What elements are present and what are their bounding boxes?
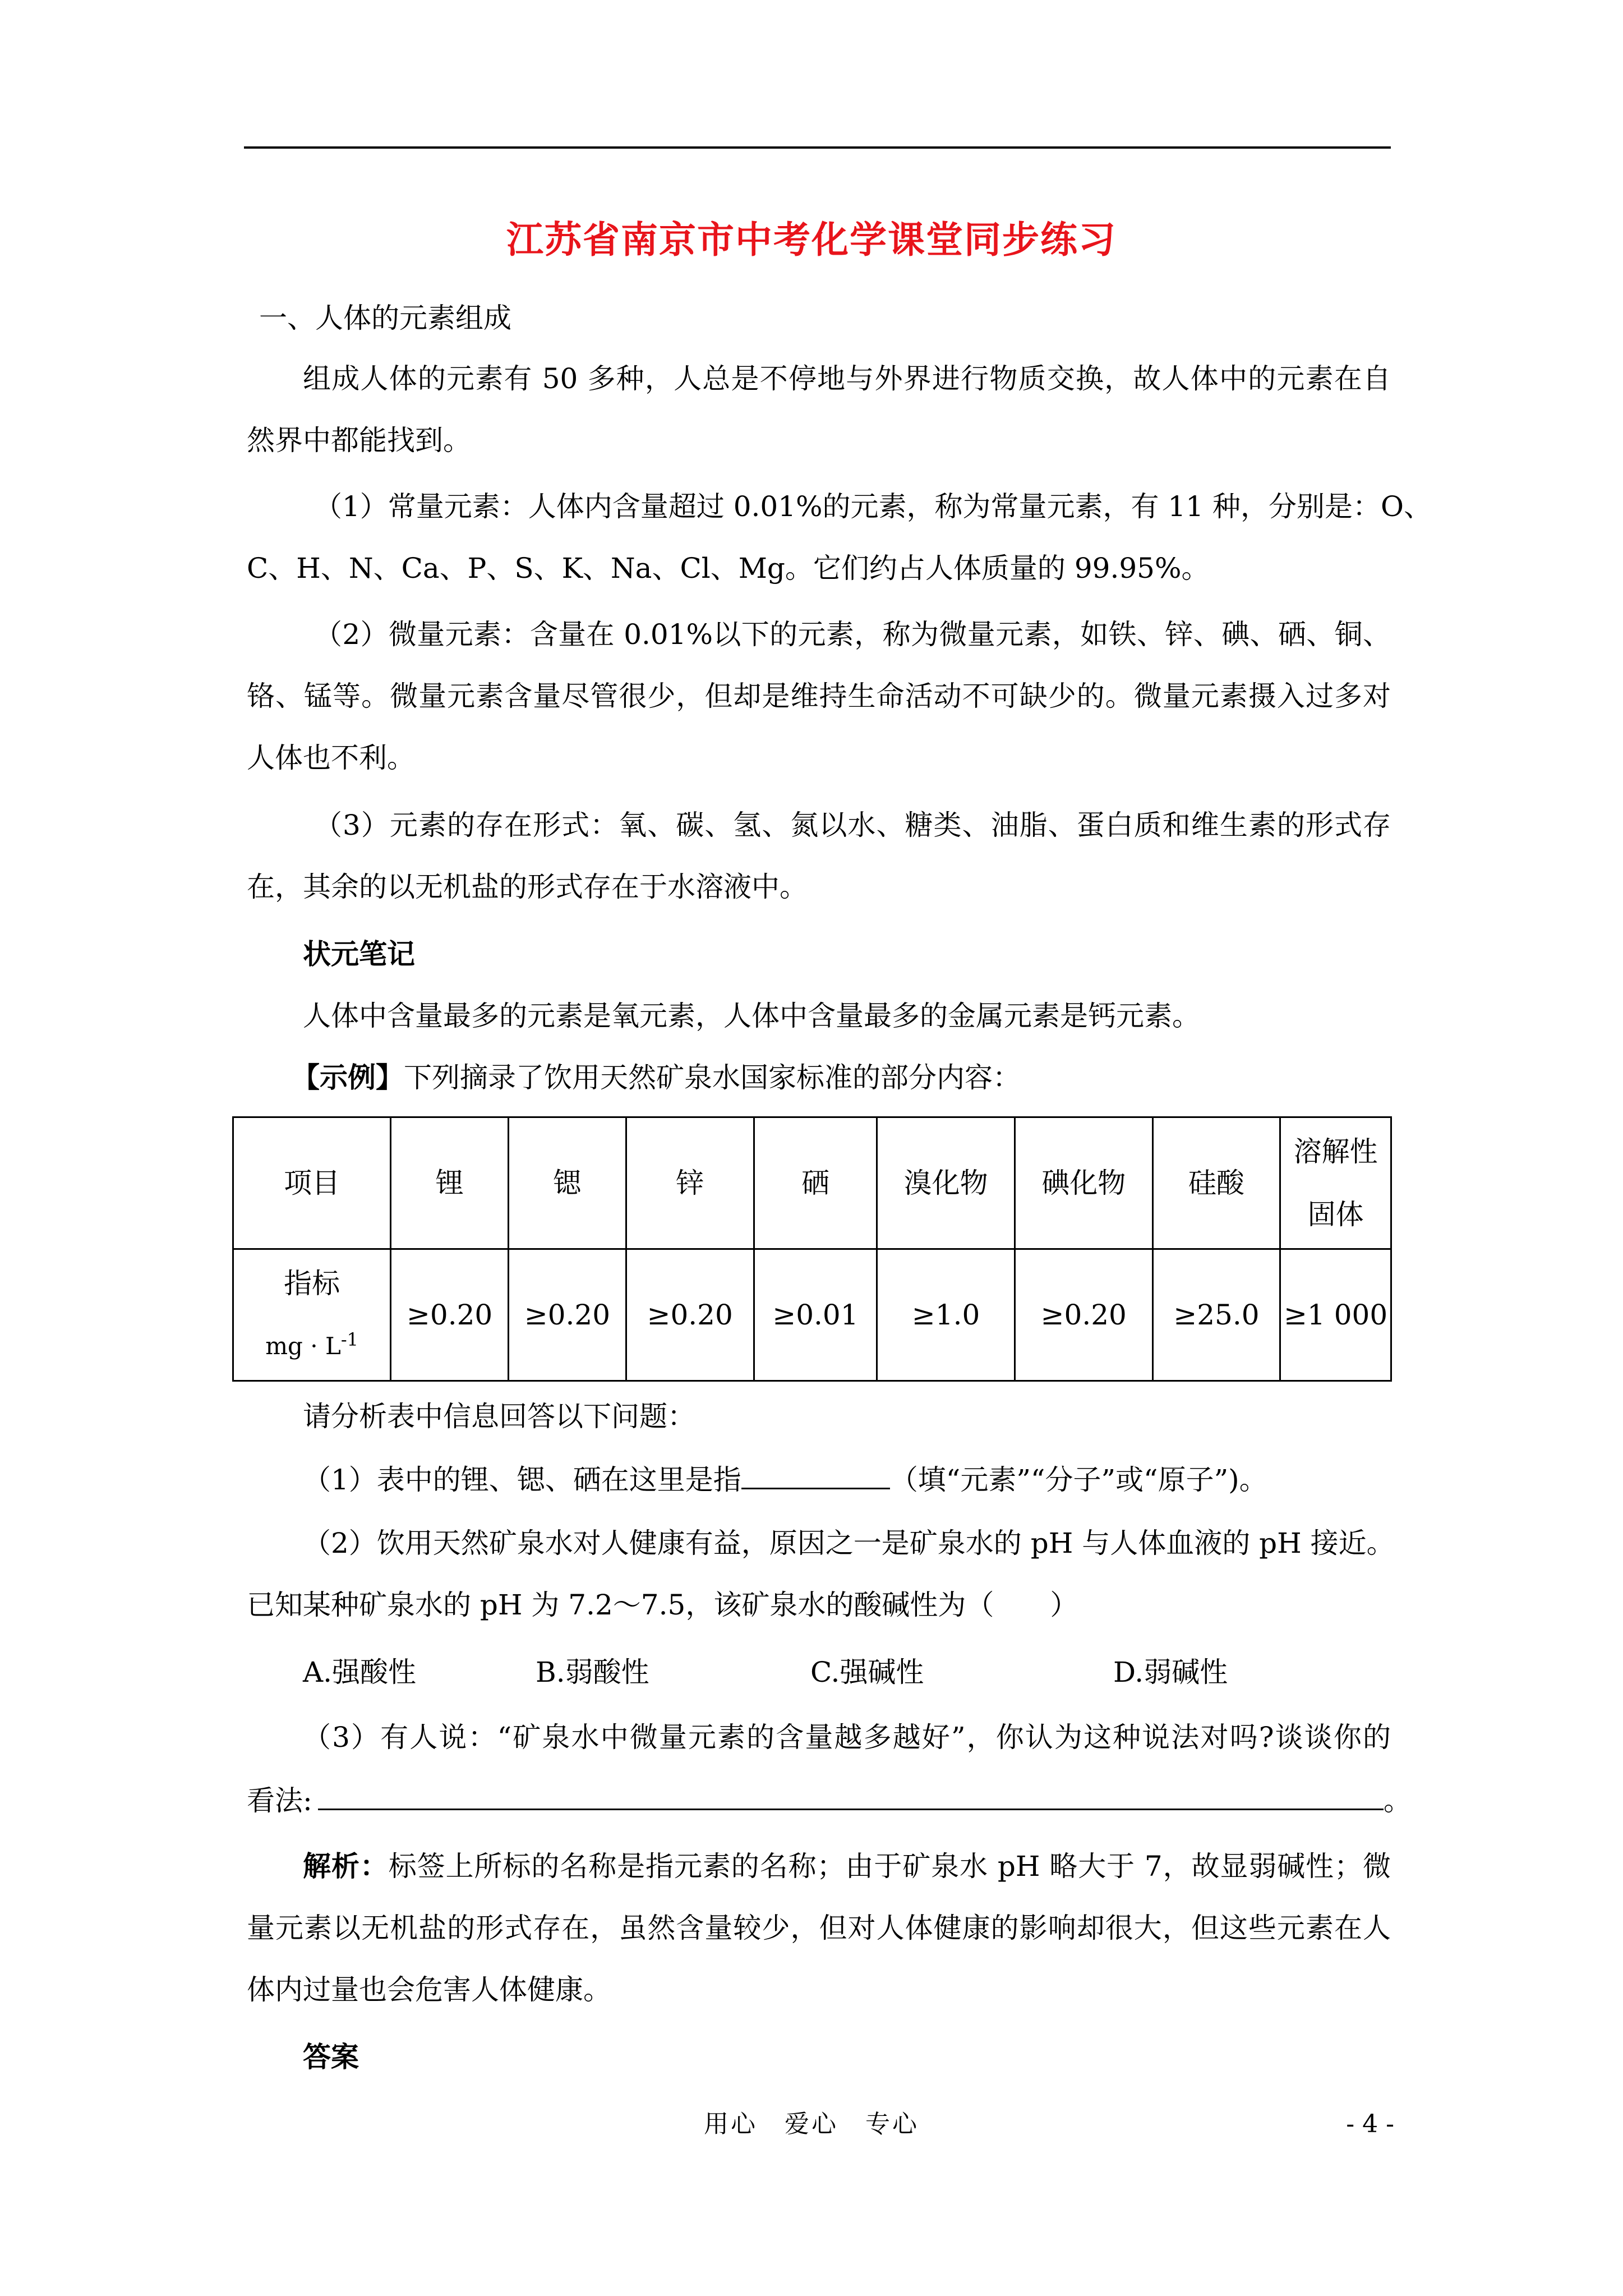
para1-line-2: C、H、N、Ca、P、S、K、Na、Cl、Mg。它们约占人体质量的 99.95%。 (247, 552, 1210, 585)
page-title: 江苏省南京市中考化学课堂同步练习 (506, 218, 1117, 261)
table-header-cell: 溴化物 (877, 1117, 1015, 1249)
table-cell: ≥0.20 (391, 1249, 509, 1381)
table-cell: ≥1.0 (877, 1249, 1015, 1381)
table-cell: ≥25.0 (1152, 1249, 1280, 1381)
answer-blank-3[interactable] (318, 1779, 1384, 1810)
para3-line-1: （3）元素的存在形式：氧、碳、氢、氮以水、糖类、油脂、蛋白质和维生素的形式存 (314, 809, 1391, 841)
analysis-line-3: 体内过量也会危害人体健康。 (247, 1973, 611, 2006)
example-text: 下列摘录了饮用天然矿泉水国家标准的部分内容： (404, 1061, 1021, 1094)
table-header-cell: 硒 (754, 1117, 877, 1249)
table-cell: ≥0.20 (1015, 1249, 1152, 1381)
para2-line-1: （2）微量元素：含量在 0.01%以下的元素，称为微量元素，如铁、锌、碘、硒、铜、 (314, 618, 1391, 651)
table-header-cell: 碘化物 (1015, 1117, 1152, 1249)
answer-blank-1[interactable] (741, 1458, 890, 1489)
table-header-cell: 硅酸 (1152, 1117, 1280, 1249)
table-cell: ≥0.20 (509, 1249, 626, 1381)
example-line (292, 1058, 1380, 1097)
table-row (233, 1249, 1391, 1381)
note-heading: 状元笔记 (303, 937, 415, 970)
header-rule (244, 146, 1391, 149)
question-3-line-2: 看法: 。 (247, 1779, 1391, 1820)
row-label-line: 指标 (284, 1267, 340, 1300)
footer-slogan: 用心 爱心 专心 (704, 2110, 919, 2138)
option-d[interactable]: D.弱碱性 (1113, 1656, 1228, 1688)
para1-line-1: （1）常量元素：人体内含量超过 0.01%的元素，称为常量元素，有 11 种，分别是：O、 (314, 490, 1432, 523)
analysis-line-2: 量元素以无机盐的形式存在，虽然含量较少，但对人体健康的影响却很大，但这些元素在人 (247, 1912, 1391, 1944)
answer-heading: 答案 (303, 2040, 359, 2073)
table-header-line: 溶解性 (1293, 1135, 1378, 1168)
table-header-cell: 锂 (391, 1117, 509, 1249)
table-header-cell: 锌 (626, 1117, 754, 1249)
note-text: 人体中含量最多的元素是氧元素，人体中含量最多的金属元素是钙元素。 (303, 1000, 1200, 1032)
para2-line-3: 人体也不利。 (247, 742, 415, 774)
table-header-row (233, 1117, 1391, 1249)
question-2-line-2: 已知某种矿泉水的 pH 为 7.2～7.5，该矿泉水的酸碱性为（ ） (247, 1589, 1078, 1621)
para3-line-2: 在，其余的以无机盐的形式存在于水溶液中。 (247, 871, 808, 903)
page-number: - 4 - (1346, 2110, 1394, 2138)
option-b[interactable]: B.弱酸性 (536, 1656, 649, 1688)
example-label: 【示例】 (292, 1061, 404, 1094)
table-header-cell: 锶 (509, 1117, 626, 1249)
row-label-unit: mg · $L^{-1}$ (265, 1329, 359, 1360)
intro-line-2: 然界中都能找到。 (247, 424, 471, 457)
table-header-cell: 项目 (233, 1117, 391, 1249)
table-cell: ≥0.20 (626, 1249, 754, 1381)
questions-prompt: 请分析表中信息回答以下问题： (303, 1400, 695, 1433)
option-a[interactable]: A.强酸性 (303, 1656, 417, 1688)
mineral-water-standard-table (232, 1116, 1392, 1382)
table-header-cell (1280, 1117, 1391, 1249)
option-c[interactable]: C.强碱性 (810, 1656, 924, 1688)
question-3-line-1: （3）有人说：“矿泉水中微量元素的含量越多越好”，你认为这种说法对吗?谈谈你的 (303, 1721, 1391, 1754)
section-heading: 一、人体的元素组成 (259, 302, 511, 334)
question-2-line-1: （2）饮用天然矿泉水对人健康有益，原因之一是矿泉水的 pH 与人体血液的 pH 接近。 (303, 1527, 1395, 1559)
table-header-line: 固体 (1307, 1198, 1364, 1231)
analysis-line-1: 解析：标签上所标的名称是指元素的名称；由于矿泉水 pH 略大于 7，故显弱碱性；微 (303, 1849, 1391, 1883)
analysis-label: 解析： (303, 1849, 389, 1883)
intro-line-1: 组成人体的元素有 50 多种，人总是不停地与外界进行物质交换，故人体中的元素在自 (303, 362, 1391, 395)
table-cell: ≥1 000 (1280, 1249, 1391, 1381)
question-1: （1）表中的锂、锶、硒在这里是指 （填“元素”“分子”或“原子”)。 (303, 1458, 1391, 1499)
para2-line-2: 铬、锰等。微量元素含量尽管很少，但却是维持生命活动不可缺少的。微量元素摄入过多对 (247, 680, 1391, 712)
table-cell: ≥0.01 (754, 1249, 877, 1381)
table-row-label (233, 1249, 391, 1381)
